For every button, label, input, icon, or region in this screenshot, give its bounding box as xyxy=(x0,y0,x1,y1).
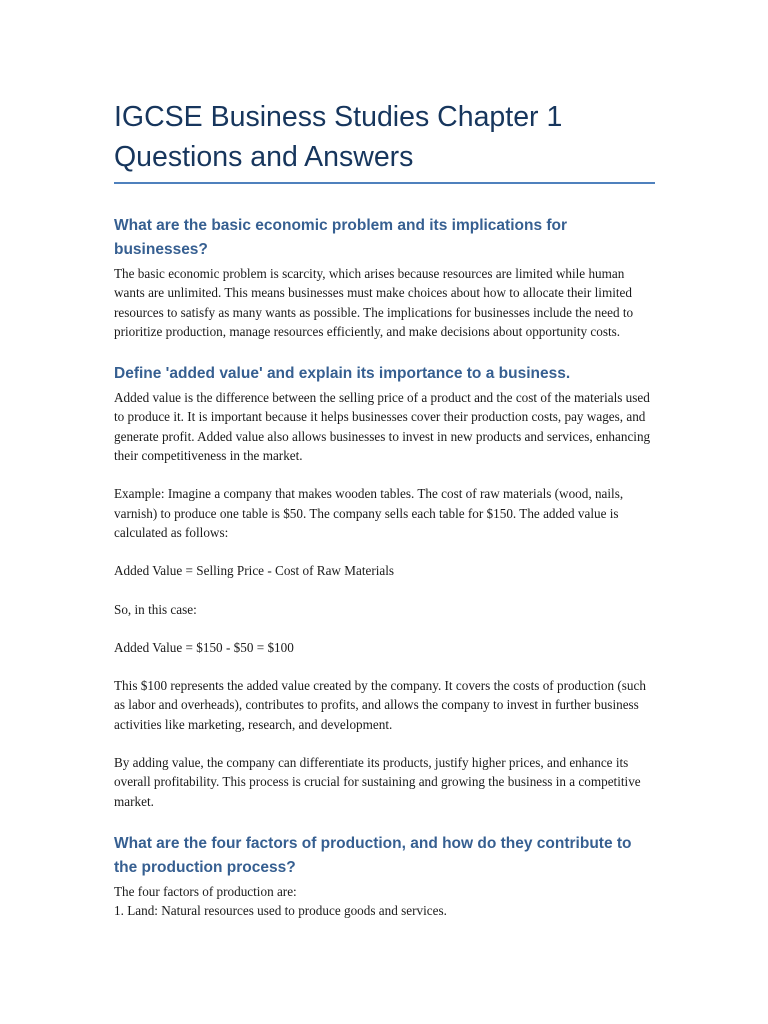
title-divider xyxy=(114,182,655,184)
document-page xyxy=(114,0,654,921)
paragraph-formula: Added Value = Selling Price - Cost of Raw Materials xyxy=(114,563,395,579)
section-heading-added-value: Define 'added value' and explain its importance to a business. xyxy=(114,365,571,383)
paragraph-so-in-this-case: So, in this case: xyxy=(114,601,197,617)
document-title: IGCSE Business Studies Chapter 1 Questions and Answers xyxy=(114,101,563,173)
paragraph-conclusion: By adding value, the company can differentiate its products, justify higher prices, and enhance its overall profitability. This process is crucial for sustaining and growing the business in a competitive market. xyxy=(114,755,641,809)
paragraph-example: Example: Imagine a company that makes wooden tables. The cost of raw materials (wood, nails, varnish) to produce one table is $50. The company sells each table for $150. The added value is calculated as follows: xyxy=(114,486,624,540)
section-heading-economic-problem: What are the basic economic problem and its implications for businesses? xyxy=(114,217,568,258)
section-heading-factors-of-production: What are the four factors of production, and how do they contribute to the production process? xyxy=(114,834,632,876)
paragraph-calculation: Added Value = $150 - $50 = $100 xyxy=(114,639,294,655)
list-item-land: 1. Land: Natural resources used to produce goods and services. xyxy=(114,903,447,919)
paragraph-added-value-definition: Added value is the difference between the selling price of a product and the cost of the materials used to produce it. It is important because it helps businesses cover their production costs, pay wages, and generate profit. Added value also allows businesses to invest in new products and services, enhancing their competitiveness in the market. xyxy=(114,390,651,464)
paragraph-factors-intro: The four factors of production are: xyxy=(114,883,297,899)
paragraph-explanation: This $100 represents the added value created by the company. It covers the costs of production (such as labor and overheads), contributes to profits, and allows the company to invest in further business activities like marketing, research, and development. xyxy=(114,678,646,732)
paragraph-scarcity: The basic economic problem is scarcity, which arises because resources are limited while human wants are unlimited. This means businesses must make choices about how to allocate their limited resources to satisfy as many wants as possible. The implications for businesses include the need to prioritize production, manage resources efficiently, and make decisions about opportunity costs. xyxy=(114,266,634,339)
